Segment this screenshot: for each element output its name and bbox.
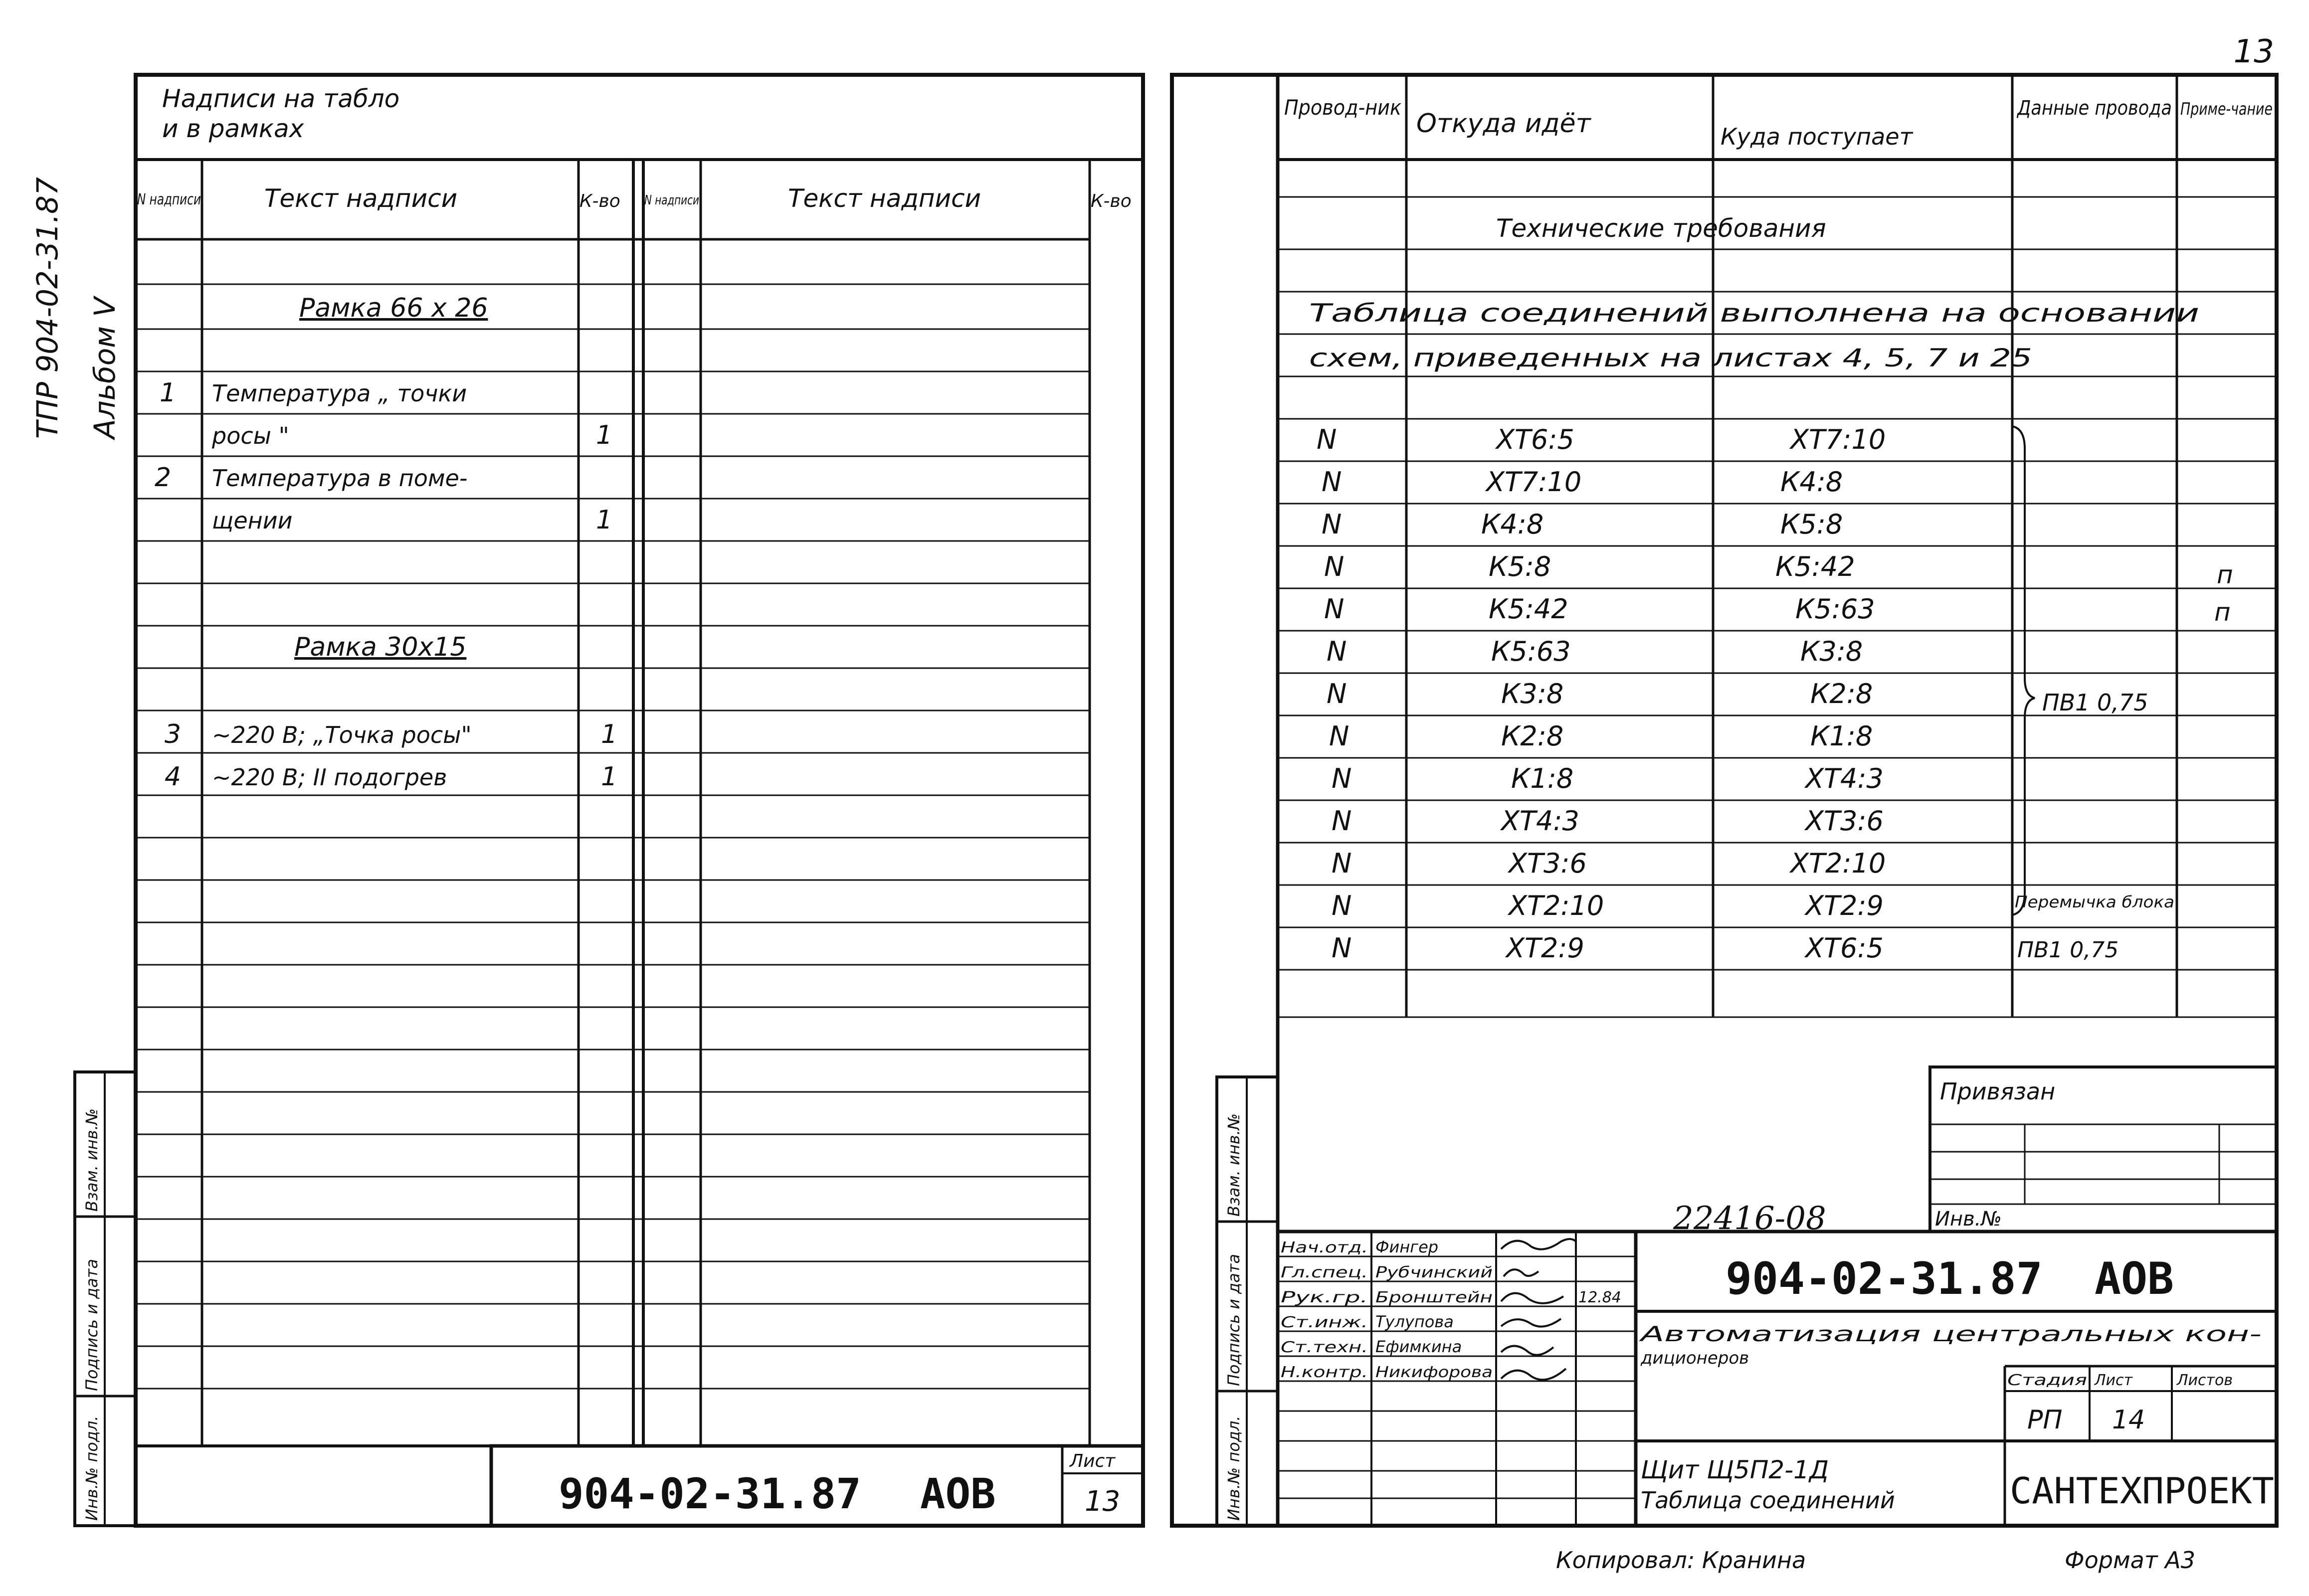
to-cell: ХТ6:5 — [1805, 932, 1884, 964]
page-number: 13 — [2233, 33, 2274, 70]
right-sheet — [1172, 75, 2277, 1526]
title-block — [1281, 1238, 2274, 1514]
wire-cell: ПВ1 0,75 — [2017, 937, 2119, 963]
header-conductor: Провод-ник — [1284, 95, 1402, 120]
row-text-4: ~220 В; II подогрев — [212, 764, 447, 791]
to-cell: К2:8 — [1810, 678, 1873, 709]
header-from: Откуда идёт — [1416, 109, 1591, 139]
from-cell: К5:63 — [1491, 636, 1571, 667]
conductor-cell: N — [1332, 848, 1352, 879]
project-name-line1: Автоматизация центральных кон- — [1638, 1322, 2262, 1346]
left-side-label-inv: Инв.№ подл. — [82, 1416, 101, 1521]
role-name: Рубчинский — [1375, 1264, 1493, 1281]
left-col-qty-header-2: К-во — [1091, 191, 1132, 211]
table-row — [1322, 509, 1843, 540]
row-num-2: 2 — [155, 463, 172, 493]
header-note: Приме-чание — [2180, 99, 2273, 119]
row-qty-1: 1 — [596, 420, 613, 450]
row-text-1a: Температура „ точки — [212, 380, 467, 407]
to-cell: К3:8 — [1800, 636, 1863, 667]
drawing-name-line2: Таблица соединений — [1641, 1487, 1895, 1514]
table-row — [1332, 932, 2118, 964]
role-label: Ст.инж. — [1281, 1314, 1368, 1331]
header-wire: Данные провода — [2016, 97, 2172, 120]
role-label: Рук.гр. — [1281, 1289, 1368, 1306]
to-cell: К1:8 — [1810, 720, 1873, 752]
table-row — [1332, 763, 1884, 794]
left-stamp-sheet-value: 13 — [1085, 1485, 1121, 1518]
to-cell: ХТ4:3 — [1805, 763, 1884, 794]
conductor-cell: N — [1332, 805, 1352, 837]
table-row — [1322, 466, 1843, 498]
frame-size-2: Рамка 30х15 — [294, 632, 467, 662]
from-cell: К2:8 — [1501, 720, 1564, 752]
left-col-qty-header: К-во — [579, 191, 620, 211]
left-stamp-code: 904-02-31.87 — [559, 1469, 861, 1518]
note-cell: п — [2217, 560, 2233, 589]
left-title-line2: и в рамках — [162, 114, 304, 143]
table-row — [1324, 551, 2233, 589]
row-text-3: ~220 В; „Точка росы" — [212, 721, 472, 748]
stage-value: РП — [2027, 1405, 2063, 1435]
wire-cell: Перемычка блока — [2015, 892, 2174, 911]
conductor-cell: N — [1322, 466, 1342, 498]
row-num-4: 4 — [165, 762, 182, 792]
conductor-cell: N — [1324, 551, 1345, 582]
signature-date: 12.84 — [1578, 1289, 1621, 1306]
tech-requirements-line2: схем, приведенных на листах 4, 5, 7 и 25 — [1309, 344, 2032, 372]
conductor-cell: N — [1329, 720, 1349, 752]
to-cell: К5:42 — [1775, 551, 1855, 582]
table-row — [1329, 720, 1873, 752]
right-side-label-sign: Подпись и дата — [1224, 1253, 1243, 1386]
left-col-text-header: Текст надписи — [264, 184, 458, 213]
tech-requirements-title: Технические требования — [1496, 214, 1826, 243]
frame-size-1: Рамка 66 х 26 — [299, 293, 488, 323]
left-col-num-header-2: N надписи — [644, 193, 699, 208]
role-label: Н.контр. — [1281, 1364, 1368, 1381]
footer-copied: Копировал: Кранина — [1556, 1547, 1806, 1574]
role-label: Гл.спец. — [1281, 1264, 1368, 1281]
row-qty-4: 1 — [601, 762, 618, 792]
left-table — [82, 84, 1132, 1521]
role-label: Ст.техн. — [1281, 1339, 1368, 1356]
conductor-cell: N — [1332, 932, 1352, 964]
left-stamp-sheet-label: Лист — [1070, 1451, 1116, 1471]
sheet-label: Лист — [2095, 1372, 2133, 1389]
role-name: Фингер — [1375, 1238, 1439, 1256]
from-cell: К1:8 — [1511, 763, 1574, 794]
from-cell: ХТ4:3 — [1501, 805, 1579, 837]
to-cell: ХТ2:10 — [1790, 848, 1886, 879]
from-cell: К3:8 — [1501, 678, 1564, 709]
connections-table — [1317, 424, 2233, 964]
inventory-label: Инв.№ — [1935, 1208, 2002, 1231]
table-row — [1332, 848, 1886, 879]
title-block-suffix: АОВ — [2095, 1253, 2174, 1304]
conductor-cell: N — [1327, 678, 1347, 709]
right-side-label-inv: Инв.№ подл. — [1224, 1416, 1243, 1521]
title-block-code: 904-02-31.87 — [1726, 1253, 2043, 1304]
from-cell: ХТ2:9 — [1506, 932, 1584, 964]
header-to: Куда поступает — [1721, 123, 1913, 150]
to-cell: К4:8 — [1780, 466, 1843, 498]
row-text-2a: Температура в поме- — [212, 465, 468, 492]
tech-requirements-line1: Таблица соединений выполнена на основании — [1309, 299, 2199, 328]
binding-label: Привязан — [1940, 1078, 2056, 1105]
row-text-1b: росы " — [212, 422, 289, 449]
conductor-cell: N — [1324, 593, 1345, 625]
role-name: Никифорова — [1375, 1364, 1493, 1381]
left-side-label-sign: Подпись и дата — [82, 1258, 101, 1391]
role-label: Нач.отд. — [1281, 1239, 1368, 1256]
to-cell: К5:8 — [1780, 509, 1843, 540]
conductor-cell: N — [1332, 763, 1352, 794]
from-cell: ХТ7:10 — [1486, 466, 1582, 498]
role-name: Бронштейн — [1375, 1289, 1493, 1306]
sheet-value: 14 — [2112, 1405, 2145, 1435]
from-cell: ХТ2:10 — [1509, 890, 1604, 921]
note-cell: п — [2214, 598, 2231, 627]
left-side-label-replace: Взам. инв.№ — [82, 1108, 101, 1212]
left-stamp-suffix: АОВ — [920, 1469, 996, 1518]
left-title-line1: Надписи на табло — [162, 84, 400, 113]
table-row — [1332, 805, 1884, 837]
margin-album: Альбом V — [88, 297, 122, 439]
left-sheet — [75, 75, 1143, 1526]
left-col-num-header: N надписи — [137, 191, 201, 208]
from-cell: К5:42 — [1489, 593, 1568, 625]
row-qty-3: 1 — [601, 719, 618, 749]
handwritten-number: 22416-08 — [1673, 1200, 1826, 1237]
table-row — [1332, 890, 2174, 921]
wire-cell: ПВ1 0,75 — [2042, 689, 2148, 716]
row-num-1: 1 — [160, 378, 177, 408]
table-row — [1324, 593, 2231, 627]
from-cell: К5:8 — [1489, 551, 1551, 582]
conductor-cell: N — [1317, 424, 1337, 455]
organization-name: САНТЕХПРОЕКТ — [2010, 1470, 2274, 1512]
conductor-cell: N — [1327, 636, 1347, 667]
row-qty-2: 1 — [596, 505, 613, 535]
table-row — [1317, 424, 1886, 455]
to-cell: ХТ7:10 — [1790, 424, 1886, 455]
sheets-label: Листов — [2177, 1372, 2233, 1389]
signatures — [1501, 1239, 1576, 1380]
to-cell: ХТ2:9 — [1805, 890, 1884, 921]
row-text-2b: щении — [212, 507, 293, 534]
from-cell: ХТ6:5 — [1496, 424, 1574, 455]
role-name: Ефимкина — [1375, 1337, 1462, 1356]
conductor-cell: N — [1332, 890, 1352, 921]
role-name: Тулупова — [1375, 1312, 1454, 1331]
to-cell: К5:63 — [1795, 593, 1875, 625]
from-cell: ХТ3:6 — [1509, 848, 1587, 879]
right-side-label-replace: Взам. инв.№ — [1224, 1113, 1243, 1217]
margin-doc-code: ТПР 904-02-31.87 — [30, 177, 64, 439]
conductor-cell: N — [1322, 509, 1342, 540]
row-num-3: 3 — [165, 719, 182, 749]
to-cell: ХТ3:6 — [1805, 805, 1884, 837]
drawing-name-line1: Щит Щ5П2-1Д — [1641, 1455, 1829, 1484]
project-name-line2: диционеров — [1641, 1348, 1749, 1368]
left-col-text-header-2: Текст надписи — [788, 184, 981, 213]
from-cell: К4:8 — [1481, 509, 1544, 540]
footer-format: Формат А3 — [2065, 1547, 2195, 1574]
stage-label: Стадия — [2007, 1372, 2087, 1389]
